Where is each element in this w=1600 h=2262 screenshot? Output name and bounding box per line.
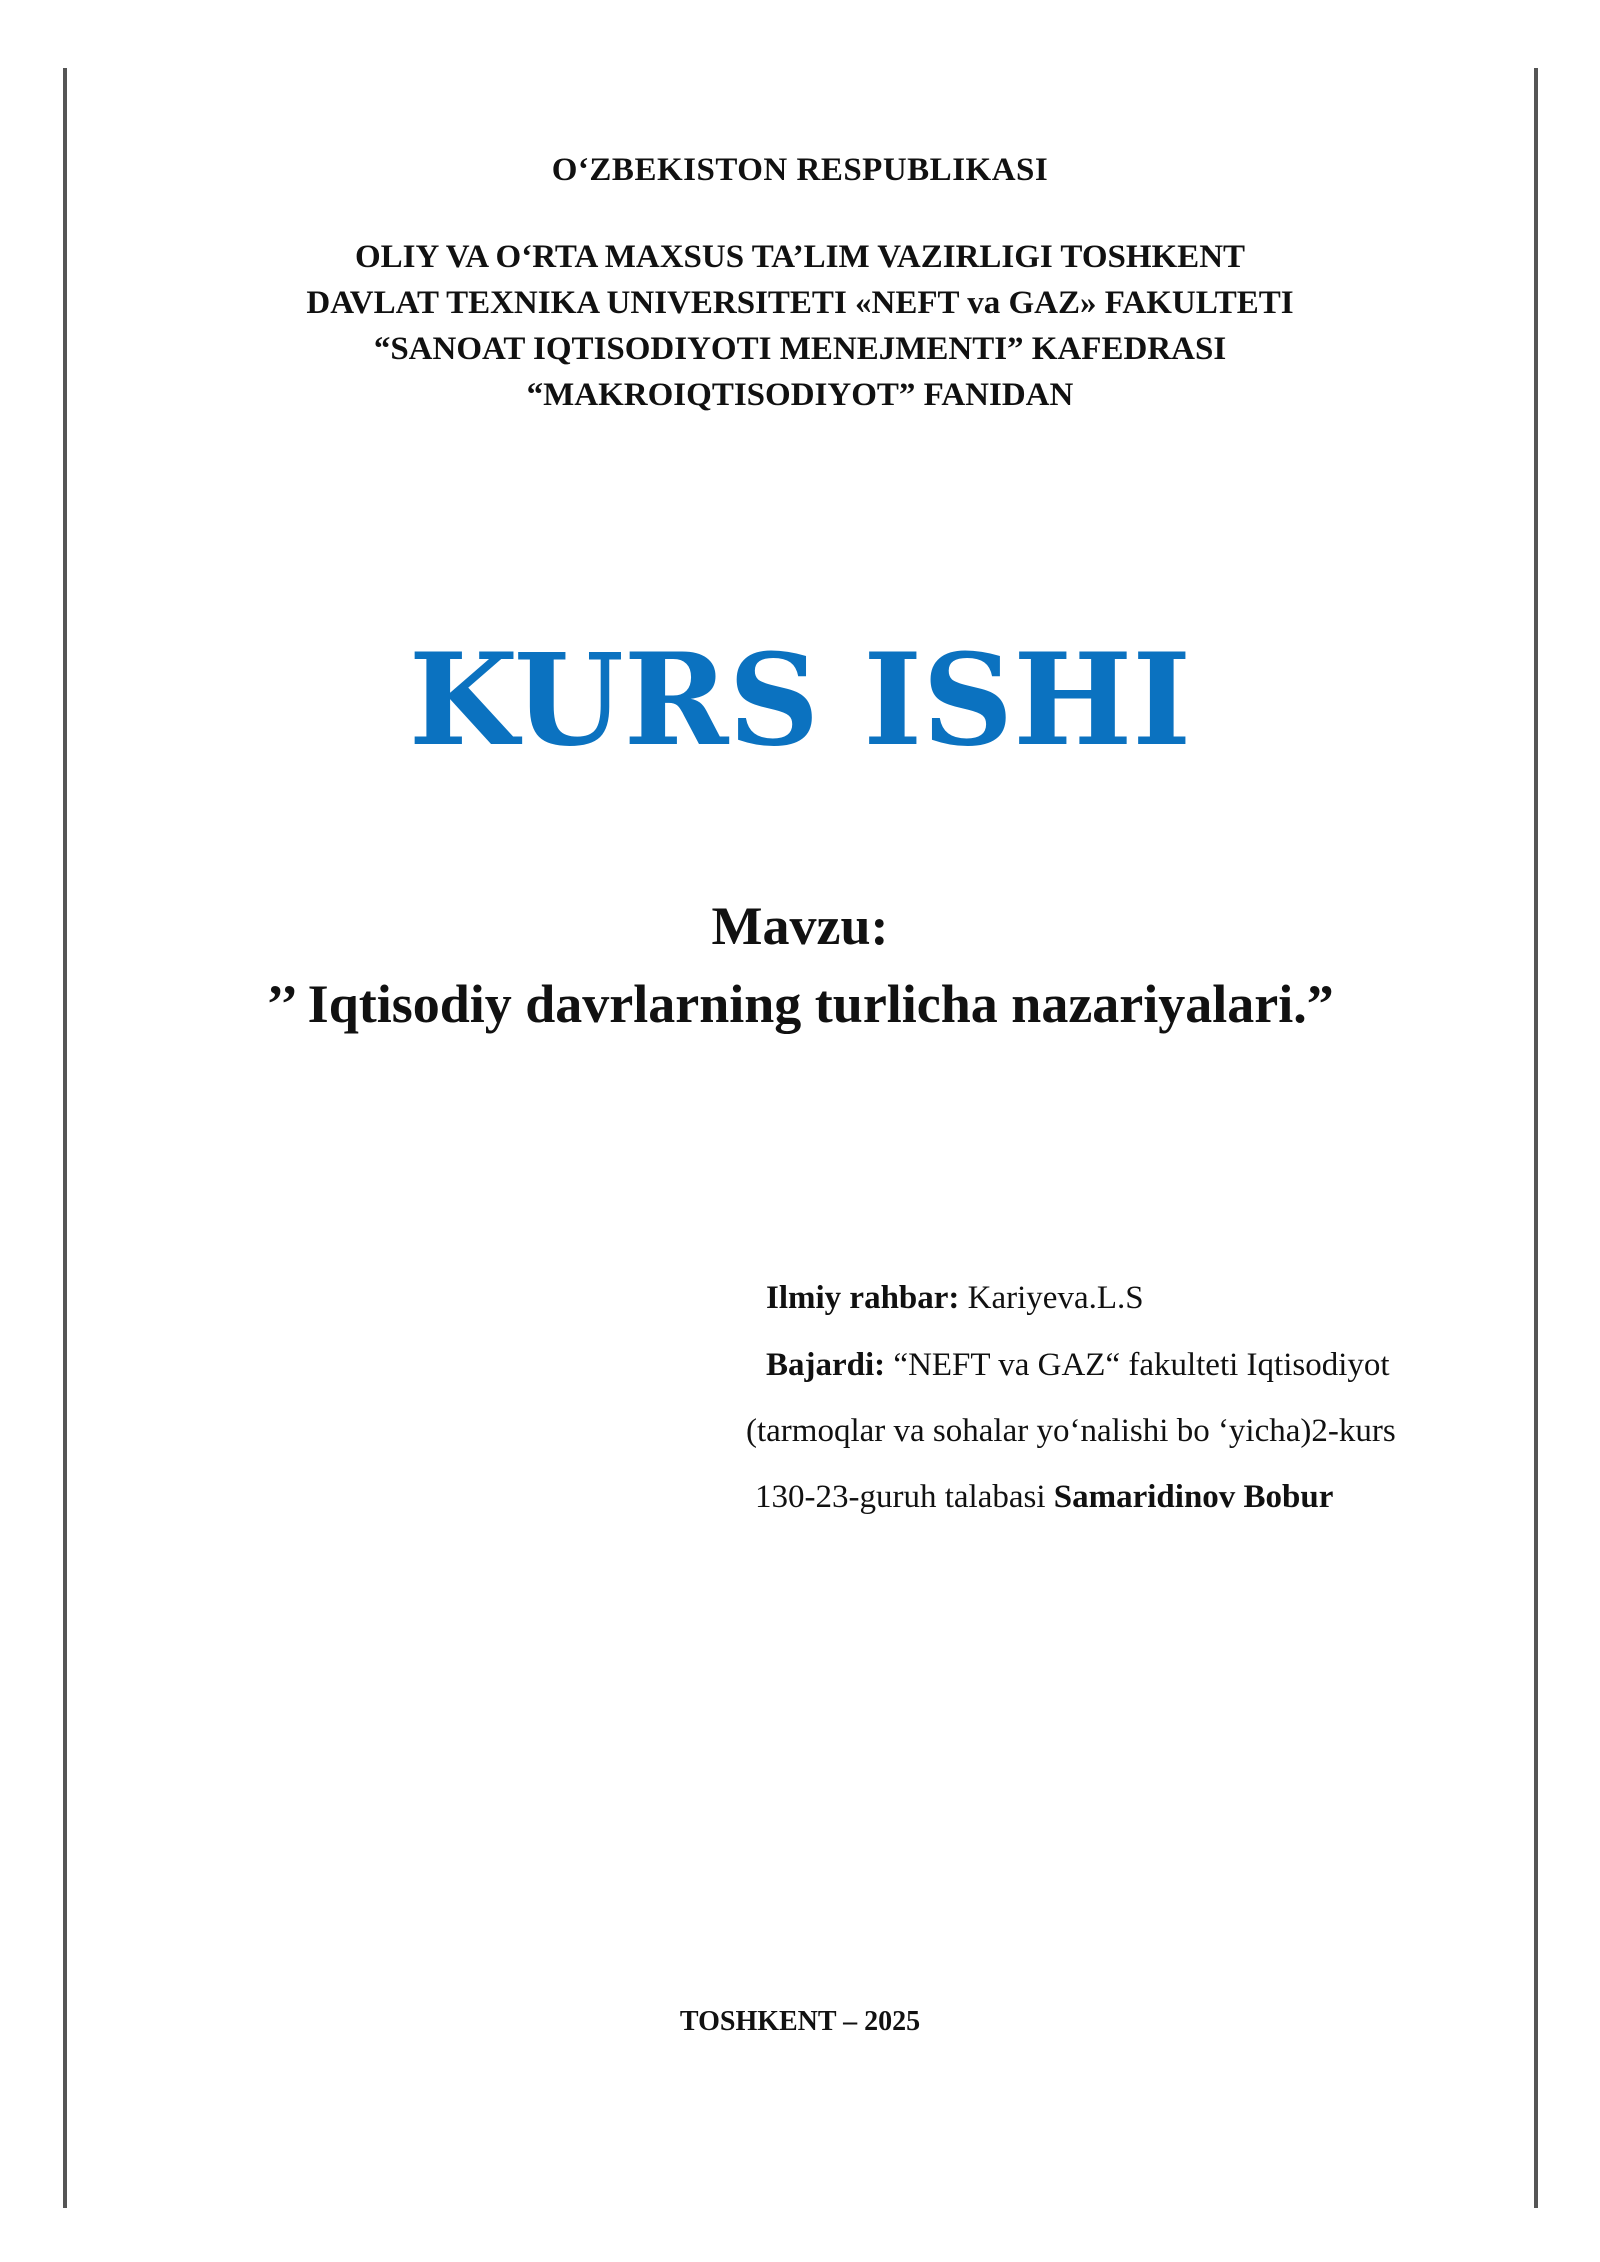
student-name: Samaridinov Bobur [1053, 1479, 1334, 1515]
performer-line-1 [766, 1345, 1390, 1385]
topic-text: ’’ Iqtisodiy davrlarning turlicha nazariyalari.” [266, 974, 1334, 1034]
advisor-name: Kariyeva.L.S [959, 1280, 1144, 1316]
institution-line: DAVLAT TEXNIKA UNIVERSITETI «NEFT va GAZ» FAKULTETI [306, 285, 1294, 321]
institution-heading [0, 234, 1600, 418]
performer-line-3 [755, 1477, 1333, 1517]
topic-label: Mavzu: [711, 896, 889, 956]
performer-group: 130-23-guruh talabasi [755, 1479, 1054, 1515]
advisor-label: Ilmiy rahbar: [766, 1280, 960, 1316]
institution-line: OLIY VA O‘RTA MAXSUS TA’LIM VAZIRLIGI TOSHKENT [354, 239, 1246, 275]
performer-direction: (tarmoqlar va sohalar yo‘nalishi bo ‘yicha)2-kurs [746, 1413, 1396, 1449]
institution-line: “SANOAT IQTISODIYOTI MENEJMENTI” KAFEDRASI [373, 331, 1227, 367]
performer-line-2 [746, 1411, 1396, 1451]
performer-faculty: “NEFT va GAZ“ fakulteti Iqtisodiyot [885, 1347, 1390, 1383]
institution-line: “MAKROIQTISODIYOT” FANIDAN [526, 377, 1074, 413]
country-heading: O‘ZBEKISTON RESPUBLIKASI [551, 152, 1049, 188]
document-title: KURS ISHI [408, 626, 1192, 774]
performer-label: Bajardi: [766, 1347, 886, 1383]
footer-city-year: TOSHKENT – 2025 [679, 2006, 921, 2037]
advisor-line [766, 1278, 1144, 1318]
